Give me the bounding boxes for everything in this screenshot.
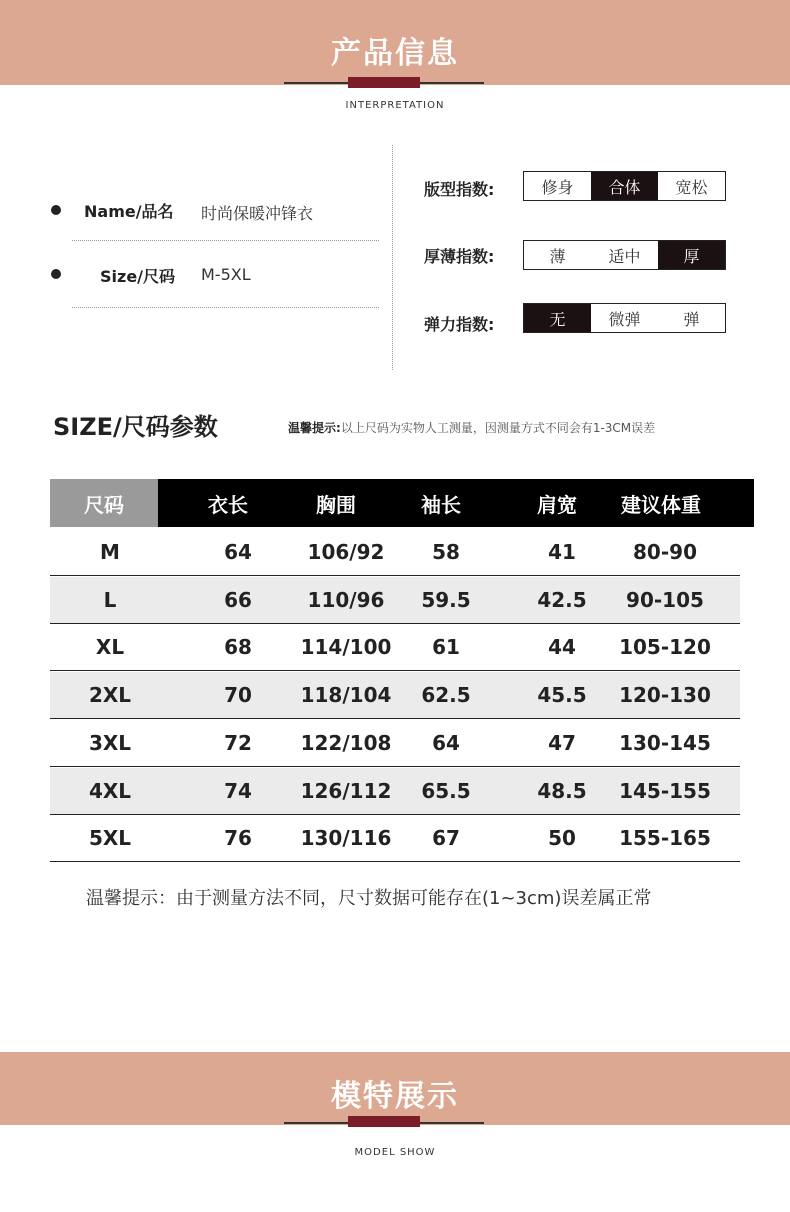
thickness-option-medium: 适中 <box>591 241 658 269</box>
stretch-option-slight: 微弹 <box>591 304 658 332</box>
header-length: 衣长 <box>208 492 248 517</box>
stretch-option-stretch: 弹 <box>658 304 725 332</box>
cell-shoulder: 48.5 <box>537 778 587 803</box>
header-sleeve: 袖长 <box>421 492 461 517</box>
cell-chest: 118/104 <box>300 683 392 708</box>
thickness-index-scale <box>523 240 726 270</box>
cell-chest: 126/112 <box>300 778 392 803</box>
name-divider <box>72 240 379 241</box>
fit-index-label: 版型指数: <box>424 180 495 199</box>
name-bullet <box>51 205 61 215</box>
banner-accent <box>348 77 420 88</box>
cell-size: 4XL <box>88 778 132 803</box>
cell-sleeve: 62.5 <box>421 683 471 708</box>
thickness-option-thin: 薄 <box>524 241 591 269</box>
cell-weight: 155-165 <box>619 826 711 851</box>
table-row <box>50 529 740 576</box>
bottom-tip: 温馨提示：由于测量方法不同，尺寸数据可能存在(1~3cm)误差属正常 <box>86 888 652 909</box>
cell-shoulder: 47 <box>548 730 576 755</box>
name-value: 时尚保暖冲锋衣 <box>201 204 314 223</box>
fit-option-loose: 宽松 <box>658 172 725 200</box>
table-row <box>50 720 740 767</box>
cell-size: XL <box>95 635 125 660</box>
cell-sleeve: 58 <box>432 540 460 564</box>
table-row <box>50 815 740 862</box>
cell-shoulder: 41 <box>548 540 576 564</box>
header-weight: 建议体重 <box>621 492 701 517</box>
fit-option-regular: 合体 <box>591 172 658 200</box>
cell-length: 68 <box>224 635 252 660</box>
size-bullet <box>51 269 61 279</box>
cell-length: 76 <box>224 826 252 851</box>
cell-weight: 145-155 <box>619 778 711 803</box>
cell-shoulder: 44 <box>548 635 576 660</box>
cell-sleeve: 65.5 <box>421 778 471 803</box>
cell-size: 5XL <box>88 826 132 851</box>
cell-length: 66 <box>224 587 252 612</box>
cell-sleeve: 67 <box>432 826 460 851</box>
cell-sleeve: 61 <box>432 635 460 660</box>
stretch-option-none: 无 <box>524 304 591 332</box>
size-tip-label: 温馨提示: <box>288 421 341 435</box>
cell-weight: 80-90 <box>633 540 697 564</box>
table-row <box>50 768 740 815</box>
banner-accent-2 <box>348 1116 420 1127</box>
cell-size: 2XL <box>88 683 132 708</box>
cell-chest: 122/108 <box>300 730 392 755</box>
header-chest: 胸围 <box>316 492 356 517</box>
product-info-title: 产品信息 <box>331 36 459 71</box>
table-row <box>50 672 740 719</box>
cell-shoulder: 42.5 <box>537 587 587 612</box>
cell-chest: 130/116 <box>300 826 392 851</box>
cell-weight: 105-120 <box>619 635 711 660</box>
cell-length: 64 <box>224 540 252 564</box>
model-show-title: 模特展示 <box>331 1079 459 1114</box>
thickness-option-thick: 厚 <box>658 241 725 269</box>
cell-chest: 114/100 <box>300 635 392 660</box>
size-section-title: SIZE/尺码参数 <box>53 413 218 441</box>
size-label: Size/尺码 <box>100 267 176 286</box>
fit-index-scale <box>523 171 726 201</box>
cell-shoulder: 45.5 <box>537 683 587 708</box>
header-size: 尺码 <box>50 479 158 527</box>
table-row <box>50 577 740 624</box>
cell-sleeve: 64 <box>432 730 460 755</box>
cell-size: M <box>100 540 120 564</box>
stretch-index-scale <box>523 303 726 333</box>
cell-length: 72 <box>224 730 252 755</box>
size-tip-text: 以上尺码为实物人工测量，因测量方式不同会有1-3CM误差 <box>340 421 656 435</box>
cell-length: 70 <box>224 683 252 708</box>
cell-chest: 106/92 <box>307 540 385 564</box>
info-vertical-divider <box>392 145 393 370</box>
table-row <box>50 624 740 671</box>
cell-sleeve: 59.5 <box>421 587 471 612</box>
header-shoulder: 肩宽 <box>537 492 577 517</box>
cell-length: 74 <box>224 778 252 803</box>
stretch-index-label: 弹力指数: <box>424 315 495 334</box>
name-label: Name/品名 <box>84 202 174 221</box>
size-divider <box>72 307 379 308</box>
cell-weight: 90-105 <box>626 587 704 612</box>
size-section-tip <box>288 419 655 436</box>
cell-size: 3XL <box>88 730 132 755</box>
size-value: M-5XL <box>201 265 251 284</box>
model-show-subtitle: MODEL SHOW <box>354 1147 436 1158</box>
cell-size: L <box>103 587 117 612</box>
size-table-header <box>50 479 754 527</box>
cell-weight: 130-145 <box>619 730 711 755</box>
product-info-subtitle: INTERPRETATION <box>345 100 445 111</box>
fit-option-slim: 修身 <box>524 172 591 200</box>
cell-shoulder: 50 <box>548 826 576 851</box>
thickness-index-label: 厚薄指数: <box>424 247 495 266</box>
cell-weight: 120-130 <box>619 683 711 708</box>
cell-chest: 110/96 <box>307 587 385 612</box>
